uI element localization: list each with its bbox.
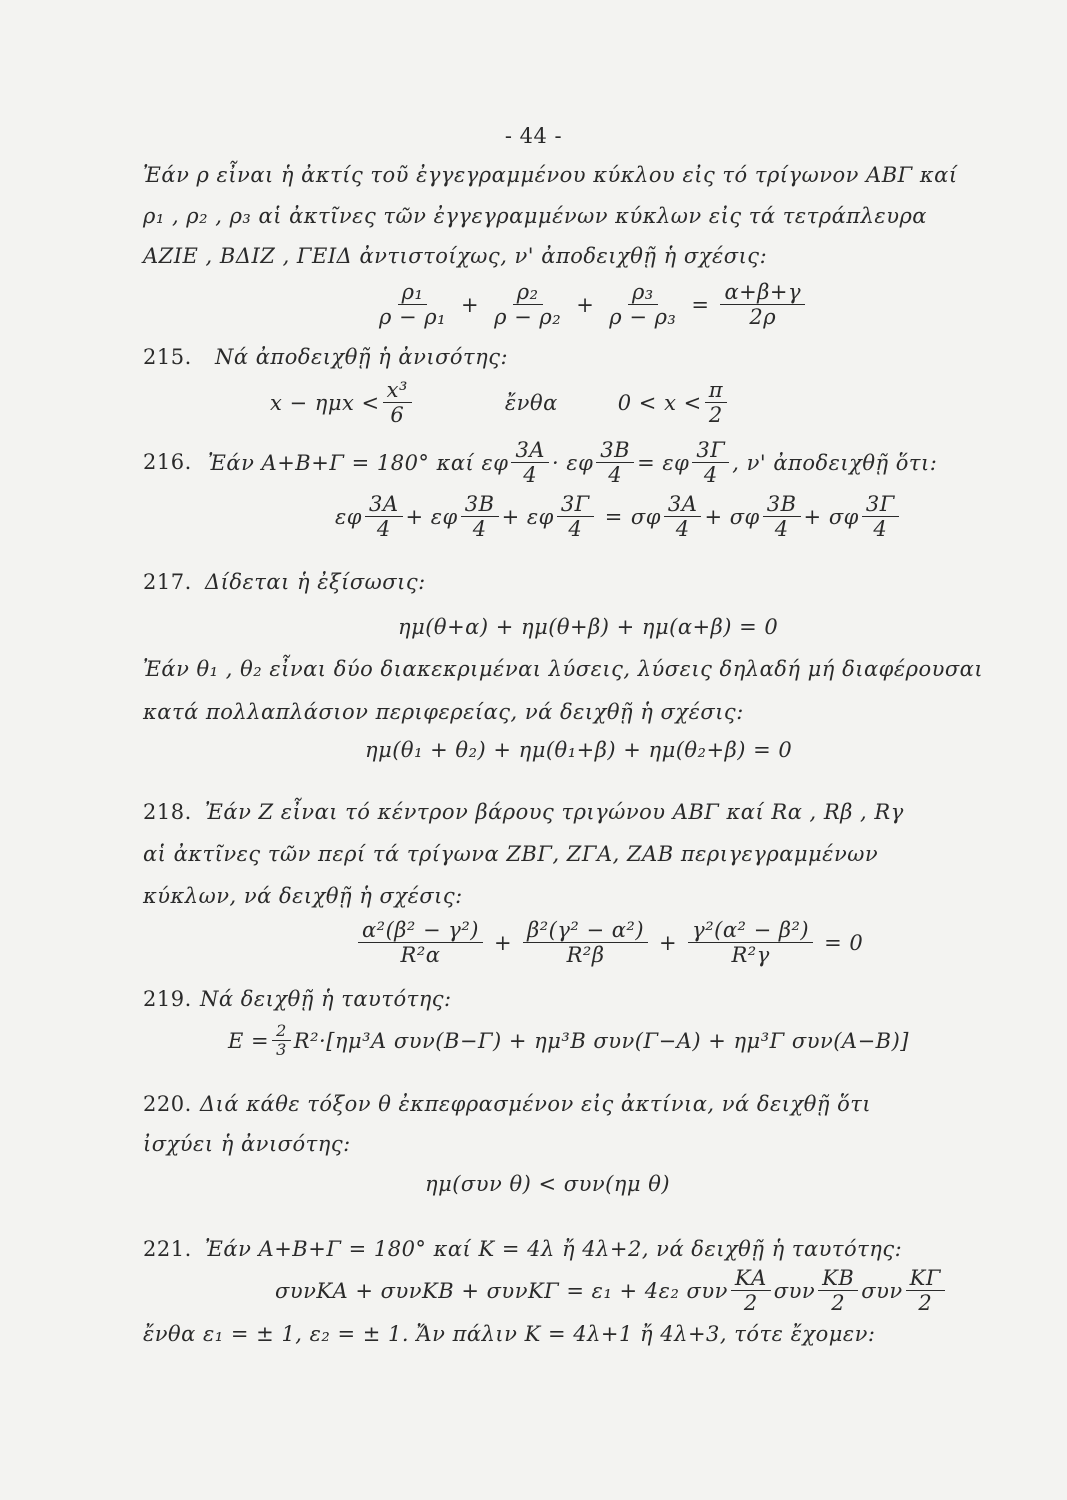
text: + σφ <box>704 504 760 529</box>
text: συνΚΑ + συνΚΒ + συνΚΓ = ε₁ + 4ε₂ συν <box>275 1278 728 1303</box>
denominator: 4 <box>774 517 789 542</box>
intro-equation <box>380 280 800 329</box>
problem-221-line-1: Ἐάν Α+Β+Γ = 180° καί Κ = 4λ ἤ 4λ+2, νά δειχθῇ ἡ ταυτότης: <box>205 1237 903 1261</box>
inequality-condition: 0 < x < <box>617 390 702 415</box>
numerator: ΚΒ <box>818 1266 858 1291</box>
denominator: 2 <box>831 1291 846 1316</box>
equals-zero: = 0 <box>824 930 864 955</box>
fraction <box>375 280 450 329</box>
text: Ἐάν Α+Β+Γ = 180° καί εφ <box>208 450 509 475</box>
denominator: 4 <box>873 517 888 542</box>
fraction <box>365 492 403 541</box>
text: + εφ <box>405 504 458 529</box>
numerator: 2 <box>272 1022 291 1041</box>
denominator: 4 <box>523 463 538 488</box>
numerator: ΚΓ <box>906 1266 945 1291</box>
numerator: 3Γ <box>862 492 899 517</box>
problem-217-line-3: κατά πολλαπλάσιον περιφερείας, νά δειχθῇ ἡ σχέσις: <box>143 700 744 724</box>
fraction <box>523 918 648 967</box>
fraction <box>557 492 594 541</box>
numerator: ΚΑ <box>731 1266 771 1291</box>
where-word: ἔνθα <box>504 390 558 415</box>
fraction <box>818 1266 858 1315</box>
fraction <box>731 1266 771 1315</box>
denominator: 4 <box>568 517 583 542</box>
denominator: 6 <box>390 403 405 428</box>
numerator: x³ <box>383 378 412 403</box>
denominator: ρ − ρ₁ <box>378 305 447 330</box>
problem-221-line-3: ἔνθα ε₁ = ± 1, ε₂ = ± 1. Ἄν πάλιν Κ = 4λ+1 ἤ 4λ+3, τότε ἔχομεν: <box>143 1322 876 1346</box>
problem-216-equation <box>335 492 902 541</box>
problem-220-line-1: Διά κάθε τόξον θ ἐκπεφρασμένον εἰς ἀκτίνια, νά δειχθῇ ὅτι <box>200 1092 872 1116</box>
plus-sign: + <box>659 930 678 955</box>
denominator: 2 <box>743 1291 758 1316</box>
text: = εφ <box>637 450 690 475</box>
equals-sign: = <box>604 504 623 529</box>
problem-220-line-2: ἰσχύει ἡ ἀνισότης: <box>143 1132 351 1156</box>
problem-220-equation: ημ(συν θ) < συν(ημ θ) <box>425 1172 671 1196</box>
problem-number-219: 219. <box>143 987 192 1011</box>
problem-215-text: Νά ἀποδειχθῇ ἡ ἀνισότης: <box>215 345 509 369</box>
numerator: β²(γ² − α²) <box>523 918 648 943</box>
fraction <box>862 492 899 541</box>
plus-sign: + <box>493 930 513 955</box>
numerator: 3Α <box>511 438 549 463</box>
numerator: π <box>705 378 727 403</box>
problem-number-220: 220. <box>143 1092 192 1116</box>
inequality-lhs: x − ημx < <box>270 390 380 415</box>
fraction <box>906 1266 945 1315</box>
text: + εφ <box>501 504 554 529</box>
fraction <box>490 280 565 329</box>
fraction <box>664 492 702 541</box>
denominator: ρ − ρ₃ <box>609 305 677 330</box>
numerator: 3Γ <box>557 492 594 517</box>
text: σφ <box>630 504 661 529</box>
problem-221-equation <box>275 1266 948 1315</box>
equals-sign: = <box>691 292 710 317</box>
fraction <box>511 438 549 487</box>
problem-218-line-2: αἱ ἀκτῖνες τῶν περί τά τρίγωνα ΖΒΓ, ΖΓΑ, ΖΑΒ περιγεγραμμένων <box>143 842 879 866</box>
intro-line-2: ρ₁ , ρ₂ , ρ₃ αἱ ἀκτῖνες τῶν ἐγγεγραμμένων κύκλων εἰς τά τετράπλευρα <box>143 204 927 228</box>
fraction <box>688 918 813 967</box>
fraction <box>461 492 499 541</box>
text: Ε = <box>228 1028 270 1053</box>
problem-217-line-2: Ἐάν θ₁ , θ₂ εἶναι δύο διακεκριμέναι λύσεις, λύσεις δηλαδή μή διαφέρουσαι <box>143 657 984 681</box>
text: + σφ <box>803 504 859 529</box>
numerator: α²(β² − γ²) <box>358 918 483 943</box>
denominator: 2 <box>708 403 723 428</box>
numerator: 3Β <box>461 492 499 517</box>
text: συν <box>861 1278 903 1303</box>
fraction <box>358 918 483 967</box>
numerator: ρ₃ <box>628 280 658 305</box>
fraction <box>596 438 634 487</box>
intro-line-1: Ἐάν ρ εἶναι ἡ ἀκτίς τοῦ ἐγγεγραμμένου κύκλου εἰς τό τρίγωνον ΑΒΓ καί <box>143 163 958 187</box>
denominator: R²β <box>566 943 605 968</box>
problem-number-217: 217. <box>143 570 192 594</box>
problem-219-text: Νά δειχθῇ ἡ ταυτότης: <box>200 987 452 1011</box>
numerator: 3Α <box>664 492 702 517</box>
fraction <box>763 492 801 541</box>
problem-number-221: 221. <box>143 1237 192 1261</box>
problem-217-text: Δίδεται ἡ ἐξίσωσις: <box>205 570 426 594</box>
numerator: 3Β <box>596 438 634 463</box>
denominator: 4 <box>472 517 487 542</box>
text: εφ <box>335 504 362 529</box>
denominator: 4 <box>675 517 690 542</box>
text: R²·[ημ³Α συν(Β−Γ) + ημ³Β συν(Γ−Α) + ημ³Γ συν(Α−Β)] <box>293 1028 910 1053</box>
denominator: 4 <box>608 463 623 488</box>
denominator: 4 <box>703 463 718 488</box>
denominator: R²γ <box>731 943 770 968</box>
problem-number-218: 218. <box>143 800 192 824</box>
problem-219-equation <box>228 1022 909 1060</box>
problem-number-216: 216. <box>143 450 192 474</box>
problem-217-equation-2: ημ(θ₁ + θ₂) + ημ(θ₁+β) + ημ(θ₂+β) = 0 <box>365 738 793 762</box>
plus-sign: + <box>461 292 480 317</box>
problem-215-equation <box>270 378 830 427</box>
fraction <box>272 1022 291 1060</box>
denominator: 2 <box>918 1291 933 1316</box>
text: , ν' ἀποδειχθῇ ὅτι: <box>732 450 938 475</box>
denominator: R²α <box>400 943 441 968</box>
problem-218-equation <box>355 918 871 967</box>
problem-217-equation-1: ημ(θ+α) + ημ(θ+β) + ημ(α+β) = 0 <box>398 615 779 639</box>
text: συν <box>773 1278 816 1303</box>
numerator: 3Γ <box>692 438 729 463</box>
text: · εφ <box>551 450 594 475</box>
problem-number-215: 215. <box>143 345 192 369</box>
intro-line-3: ΑΖΙΕ , ΒΔΙΖ , ΓΕΙΔ ἀντιστοίχως, ν' ἀποδειχθῇ ἡ σχέσις: <box>143 244 768 268</box>
numerator: ρ₂ <box>513 280 543 305</box>
numerator: ρ₁ <box>398 280 428 305</box>
denominator: 3 <box>276 1040 287 1060</box>
fraction <box>383 378 412 427</box>
problem-216-line <box>208 438 937 487</box>
numerator: 3Α <box>365 492 403 517</box>
fraction <box>692 438 729 487</box>
denominator: ρ − ρ₂ <box>494 305 562 330</box>
problem-218-line-3: κύκλων, νά δειχθῇ ἡ σχέσις: <box>143 884 463 908</box>
numerator: γ²(α² − β²) <box>688 918 813 943</box>
plus-sign: + <box>576 292 595 317</box>
page-number: - 44 - <box>504 124 563 148</box>
fraction <box>705 378 727 427</box>
numerator: 3Β <box>763 492 801 517</box>
denominator: 4 <box>376 517 391 542</box>
fraction <box>605 280 680 329</box>
denominator: 2ρ <box>749 305 777 330</box>
problem-218-line-1: Ἐάν Ζ εἶναι τό κέντρον βάρους τριγώνου ΑΒΓ καί Rα , Rβ , Rγ <box>205 800 904 824</box>
fraction <box>720 280 805 329</box>
numerator: α+β+γ <box>720 280 805 305</box>
